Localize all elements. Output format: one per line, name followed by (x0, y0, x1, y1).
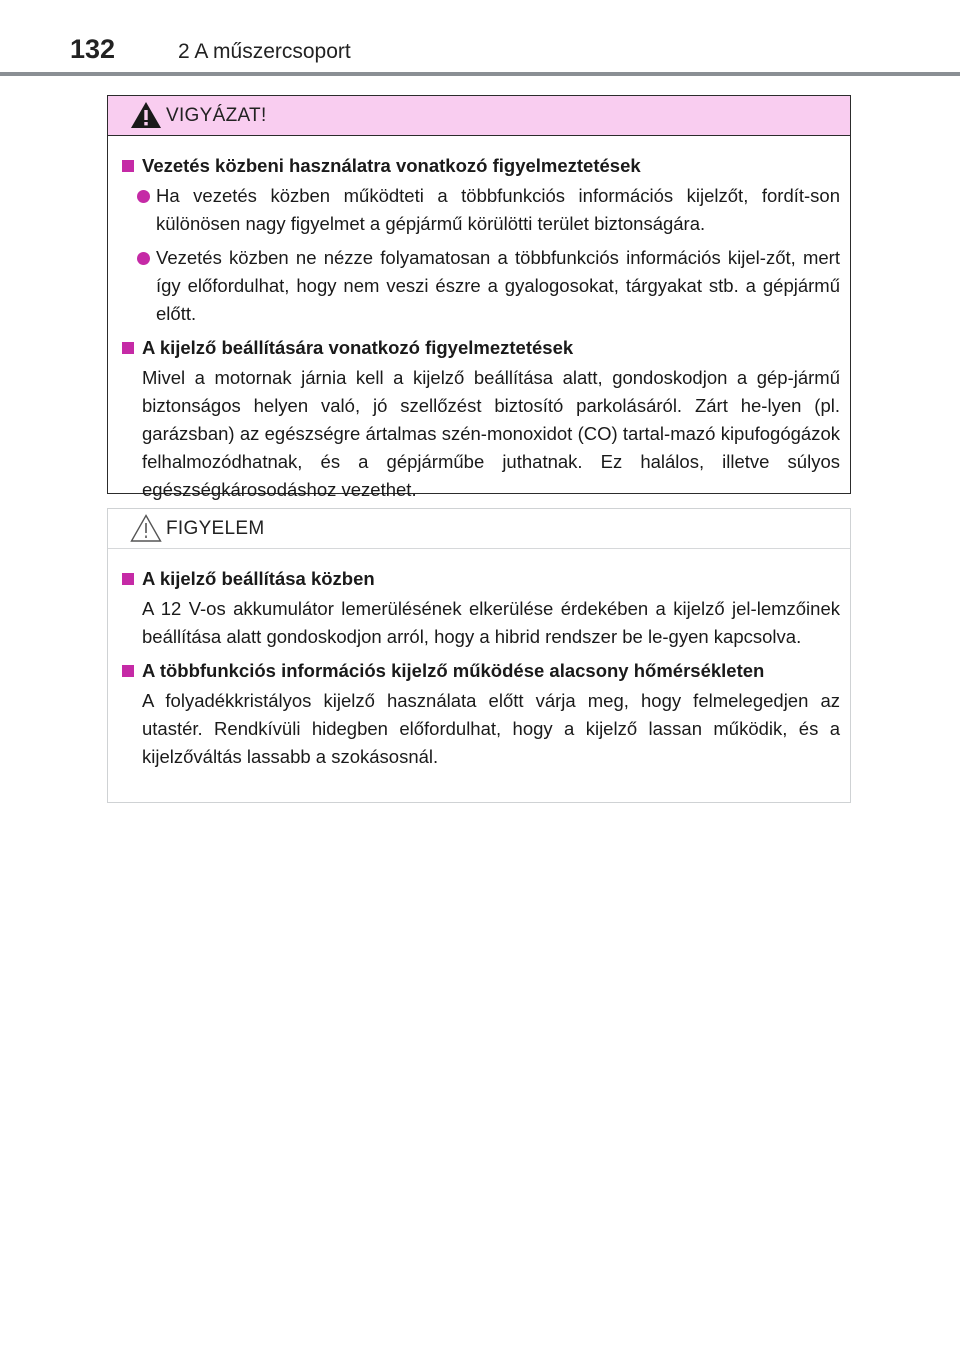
page-number: 132 (70, 34, 116, 64)
notice-box (107, 508, 851, 803)
header-divider (0, 72, 960, 76)
warning-section-title (120, 152, 840, 180)
page-header (0, 0, 960, 82)
warning-box-body (108, 136, 850, 504)
warning-label: VIGYÁZAT! (166, 105, 267, 126)
warning-box-header (108, 96, 850, 136)
warning-section-title (120, 334, 840, 362)
warning-section-title-text: Vezetés közbeni használatra vonatkozó figyelmeztetések (142, 155, 641, 176)
square-bullet-icon (122, 160, 134, 172)
warning-bullet (120, 182, 840, 238)
notice-section-title (120, 657, 840, 685)
warning-bullet-text: Vezetés közben ne nézze folyamatosan a többfunkciós információs kijel-zőt, mert így előfordulhat, hogy nem veszi észre a gyalogosokat, tárgyakat stb. a gépjármű előtt. (156, 247, 840, 324)
warning-paragraph: Mivel a motornak járnia kell a kijelző beállítása alatt, gondoskodjon a gép-jármű biztonságos helyen való, jó szellőzést biztosító parkolásáról. Zárt he-lyen (pl. garázsban) az egészségre ártalmas szén-monoxidot (CO) tartal-mazó kipufogógázok felhalmozódhatnak, és a gépjárműbe juthatnak. Ez halálos, illetve súlyos egészségkárosodáshoz vezethet. (142, 367, 840, 500)
notice-paragraph: A folyadékkristályos kijelző használata előtt várja meg, hogy felmelegedjen az utastér. Rendkívüli hidegben előfordulhat, hogy a kijelző lassan működik, és a kijelzőváltás lassabb a szokásosnál. (142, 690, 840, 767)
notice-paragraph: A 12 V-os akkumulátor lemerülésének elkerülése érdekében a kijelző jel-lemzőinek beállítása alatt gondoskodjon arról, hogy a hibrid rendszer be le-gyen kapcsolva. (142, 598, 840, 647)
notice-box-header (108, 509, 850, 549)
round-bullet-icon (137, 252, 150, 265)
notice-section-title (120, 565, 840, 593)
section-title: 2 A műszercsoport (178, 40, 351, 63)
notice-label: FIGYELEM (166, 518, 265, 539)
notice-box-body (108, 549, 850, 771)
notice-section-title-text: A kijelző beállítása közben (142, 568, 375, 589)
square-bullet-icon (122, 573, 134, 585)
warning-box (107, 95, 851, 500)
square-bullet-icon (122, 665, 134, 677)
warning-bullet-text: Ha vezetés közben működteti a többfunkciós információs kijelzőt, fordít-son különösen nagy figyelmet a gépjármű körülötti terület biztonságára. (156, 185, 840, 234)
notice-section-title-text: A többfunkciós információs kijelző működése alacsony hőmérsékleten (142, 660, 765, 681)
warning-bullet (120, 244, 840, 328)
warning-section-title-text: A kijelző beállítására vonatkozó figyelmeztetések (142, 337, 574, 358)
round-bullet-icon (137, 190, 150, 203)
square-bullet-icon (122, 342, 134, 354)
warning-triangle-filled-icon (130, 100, 162, 130)
warning-triangle-outline-icon (130, 513, 162, 543)
